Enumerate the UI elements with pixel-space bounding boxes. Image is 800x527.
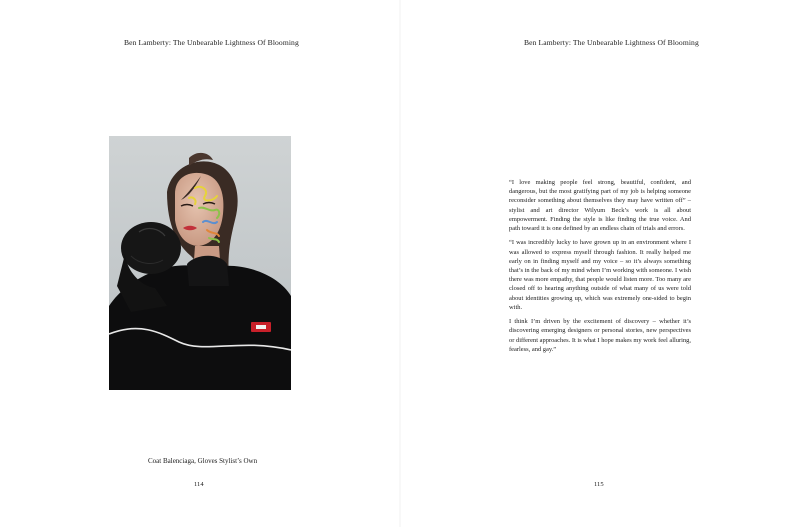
paragraph: I think I’m driven by the excitement of discovery – whether it’s discovering emerging designers or personal stories, new perspectives or different approaches. It is what I hope makes my work feel alluring, fearless, and gay.”	[509, 318, 691, 353]
article-body	[509, 178, 691, 359]
paragraph: “I love making people feel strong, beautiful, confident, and dangerous, but the most gratifying part of my job is helping someone reconsider something about themselves they may have written off” – stylist and art director Wilyum Beck’s work is all about empowerment. Finding the style is like finding the true voice. And path toward it is one defined by an endless chain of trials and errors.	[509, 179, 691, 233]
page-number-right: 115	[594, 481, 604, 488]
right-page	[400, 0, 800, 527]
photo-caption: Coat Balenciaga, Gloves Stylist’s Own	[148, 457, 258, 465]
running-head-right: Ben Lamberty: The Unbearable Lightness Of Blooming	[524, 38, 699, 47]
paragraph: “I was incredibly lucky to have grown up in an environment where I was allowed to express myself through fashion. It really helped me early on in finding myself and my voice – so it’s always something that’s in the back of my mind when I’m working with someone. I wish there was more empathy, that people would listen more. Too many are closed off to hearing anything outside of what many of us were told about identities growing up, which was extremely one-sided to begin with.	[509, 239, 691, 311]
page-number-left: 114	[194, 481, 204, 488]
running-head-left: Ben Lamberty: The Unbearable Lightness Of Blooming	[124, 38, 299, 47]
portrait-photo	[109, 136, 291, 390]
